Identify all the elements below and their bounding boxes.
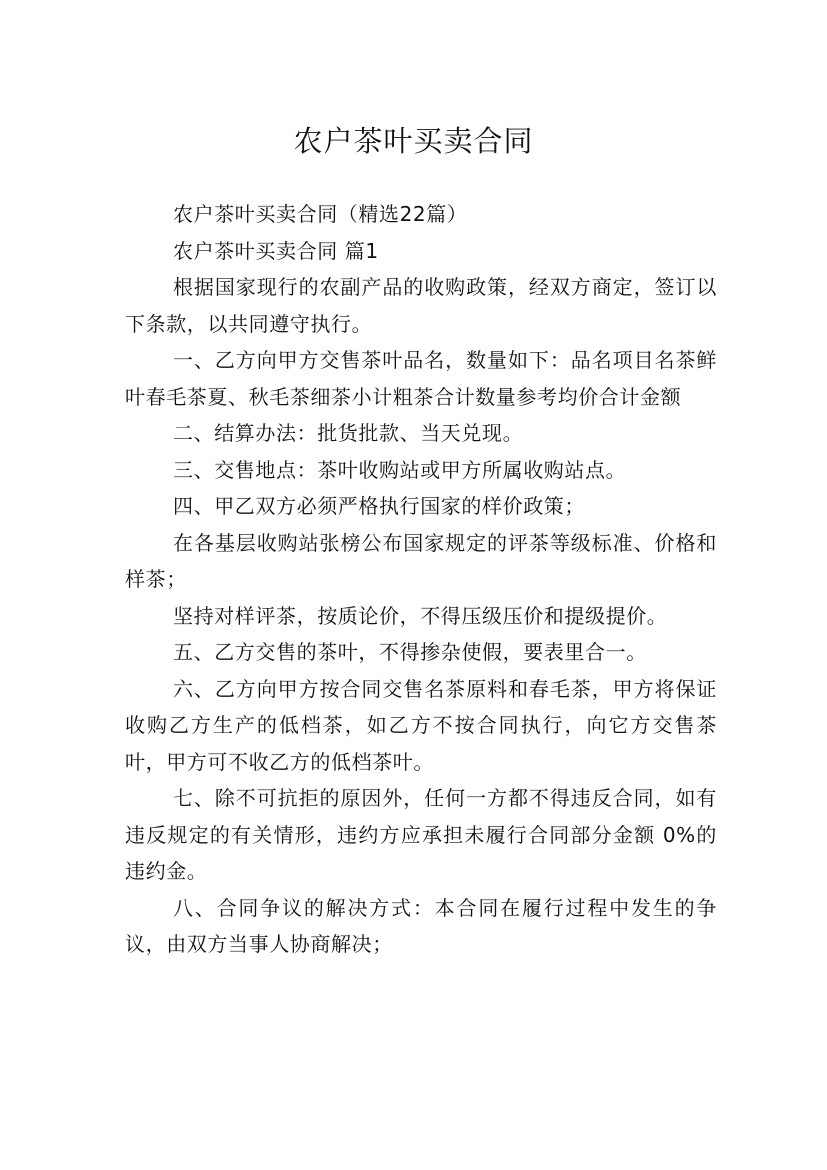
document-title: 农户茶叶买卖合同 [293,124,534,159]
paragraph-clause-1: 一、乙方向甲方交售茶叶品名，数量如下：品名项目名茶鲜叶春毛茶夏、秋毛茶细茶小计粗茶合计数量参考均价合计金额 [125,348,717,409]
paragraph-clause-4-detail-a: 在各基层收购站张榜公布国家规定的评茶等级标准、价格和样茶； [125,530,717,591]
paragraph-clause-5: 五、乙方交售的茶叶，不得掺杂使假，要表里合一。 [173,640,647,664]
paragraph-section-heading: 农户茶叶买卖合同 篇1 [173,238,379,263]
paragraph-clause-2: 二、结算办法：批货批款、当天兑现。 [173,421,524,445]
paragraph-intro: 根据国家现行的农副产品的收购政策，经双方商定，签订以下条款，以共同遵守执行。 [125,275,717,336]
paragraph-subtitle: 农户茶叶买卖合同（精选22篇） [173,202,468,226]
paragraph-clause-3: 三、交售地点：茶叶收购站或甲方所属收购站点。 [173,457,627,482]
paragraph-clause-7: 七、除不可抗拒的原因外，任何一方都不得违反合同，如有违反规定的有关情形，违约方应承担未履行合同部分金额 0%的违约金。 [125,786,717,883]
paragraph-clause-6: 六、乙方向甲方按合同交售名茶原料和春毛茶，甲方将保证收购乙方生产的低档茶，如乙方不按合同执行，向它方交售茶叶，甲方可不收乙方的低档茶叶。 [125,676,717,774]
paragraph-clause-8: 八、合同争议的解决方式：本合同在履行过程中发生的争议，由双方当事人协商解决； [125,895,717,956]
paragraph-clause-4-detail-b: 坚持对样评茶，按质论价，不得压级压价和提级提价。 [173,603,668,628]
document-body [125,196,717,963]
paragraph-clause-4: 四、甲乙双方必须严格执行国家的样价政策； [173,494,585,518]
